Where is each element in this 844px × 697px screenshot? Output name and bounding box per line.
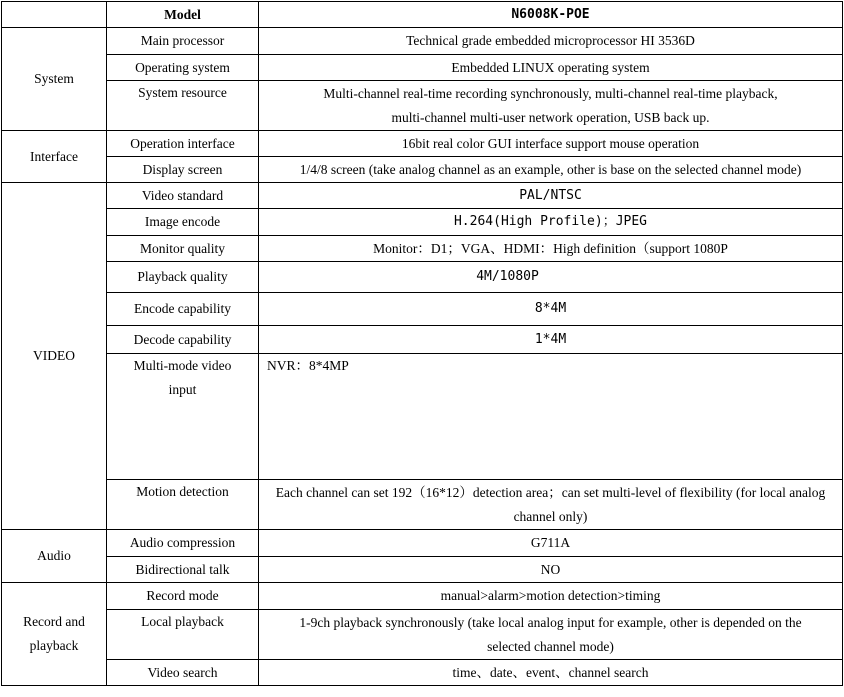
operating-system-label: Operating system — [107, 55, 259, 81]
system-resource-line-1: Multi-channel real-time recording synchronously, multi-channel real-time playback, — [323, 85, 778, 101]
multi-mode-input-label — [107, 354, 259, 480]
header-row — [2, 2, 843, 28]
monitor-quality-label: Monitor quality — [107, 236, 259, 262]
image-encode-label: Image encode — [107, 209, 259, 236]
playback-quality-label: Playback quality — [107, 262, 259, 293]
bidirectional-talk-value: NO — [259, 557, 843, 583]
decode-capability-value: 1*4M — [259, 326, 843, 354]
system-resource-line-2: multi-channel multi-user network operation, USB back up. — [391, 109, 710, 125]
video-search-label: Video search — [107, 660, 259, 686]
bidirectional-talk-label: Bidirectional talk — [107, 557, 259, 583]
table-row — [2, 610, 843, 660]
multi-mode-input-label-line-1: Multi-mode video — [133, 358, 232, 373]
table-row — [2, 557, 843, 583]
system-resource-value — [259, 81, 843, 131]
table-row — [2, 293, 843, 326]
video-standard-label: Video standard — [107, 183, 259, 209]
audio-compression-label: Audio compression — [107, 530, 259, 557]
table-row — [2, 131, 843, 157]
audio-compression-value: G711A — [259, 530, 843, 557]
table-row — [2, 183, 843, 209]
group-record-line-2: playback — [29, 638, 79, 653]
record-mode-label: Record mode — [107, 583, 259, 610]
table-row — [2, 326, 843, 354]
motion-detection-line-2: channel only) — [513, 508, 588, 524]
image-encode-value: H.264(High Profile)；JPEG — [259, 209, 843, 236]
header-blank-cell — [2, 2, 107, 28]
multi-mode-input-label-line-2: input — [168, 382, 197, 397]
display-screen-label: Display screen — [107, 157, 259, 183]
operation-interface-label: Operation interface — [107, 131, 259, 157]
table-row — [2, 262, 843, 293]
table-row — [2, 236, 843, 262]
group-interface: Interface — [2, 131, 107, 183]
main-processor-value: Technical grade embedded microprocessor HI 3536D — [259, 28, 843, 55]
group-audio: Audio — [2, 530, 107, 583]
local-playback-label: Local playback — [107, 610, 259, 660]
group-video: VIDEO — [2, 183, 107, 530]
encode-capability-label: Encode capability — [107, 293, 259, 326]
table-row — [2, 55, 843, 81]
model-value: N6008K-POE — [259, 2, 843, 28]
decode-capability-label: Decode capability — [107, 326, 259, 354]
video-standard-value: PAL/NTSC — [259, 183, 843, 209]
main-processor-label: Main processor — [107, 28, 259, 55]
local-playback-line-1: 1-9ch playback synchronously (take local analog input for example, other is depended on the — [299, 614, 802, 630]
record-mode-value: manual>alarm>motion detection>timing — [259, 583, 843, 610]
monitor-quality-value: Monitor：D1；VGA、HDMI：High definition（support 1080P — [259, 236, 843, 262]
table-row — [2, 480, 843, 530]
motion-detection-value — [259, 480, 843, 530]
table-row — [2, 530, 843, 557]
encode-capability-value: 8*4M — [259, 293, 843, 326]
table-row — [2, 157, 843, 183]
operating-system-value: Embedded LINUX operating system — [259, 55, 843, 81]
spec-table — [1, 1, 843, 686]
playback-quality-value: 4M/1080P — [259, 262, 843, 293]
motion-detection-label: Motion detection — [107, 480, 259, 530]
table-row — [2, 660, 843, 686]
operation-interface-value: 16bit real color GUI interface support mouse operation — [259, 131, 843, 157]
table-row — [2, 209, 843, 236]
multi-mode-input-value: NVR：8*4MP — [259, 354, 843, 480]
display-screen-value: 1/4/8 screen (take analog channel as an example, other is base on the selected channel mode) — [259, 157, 843, 183]
local-playback-value — [259, 610, 843, 660]
model-label: Model — [107, 2, 259, 28]
table-row — [2, 28, 843, 55]
table-row — [2, 583, 843, 610]
video-search-value: time、date、event、channel search — [259, 660, 843, 686]
group-system: System — [2, 28, 107, 131]
table-row — [2, 81, 843, 131]
motion-detection-line-1: Each channel can set 192（16*12）detection area；can set multi-level of flexibility (for local analog — [275, 484, 826, 500]
group-record-line-1: Record and — [23, 614, 85, 629]
local-playback-line-2: selected channel mode) — [487, 638, 614, 654]
table-row — [2, 354, 843, 480]
system-resource-label: System resource — [107, 81, 259, 131]
group-record-playback — [2, 583, 107, 686]
